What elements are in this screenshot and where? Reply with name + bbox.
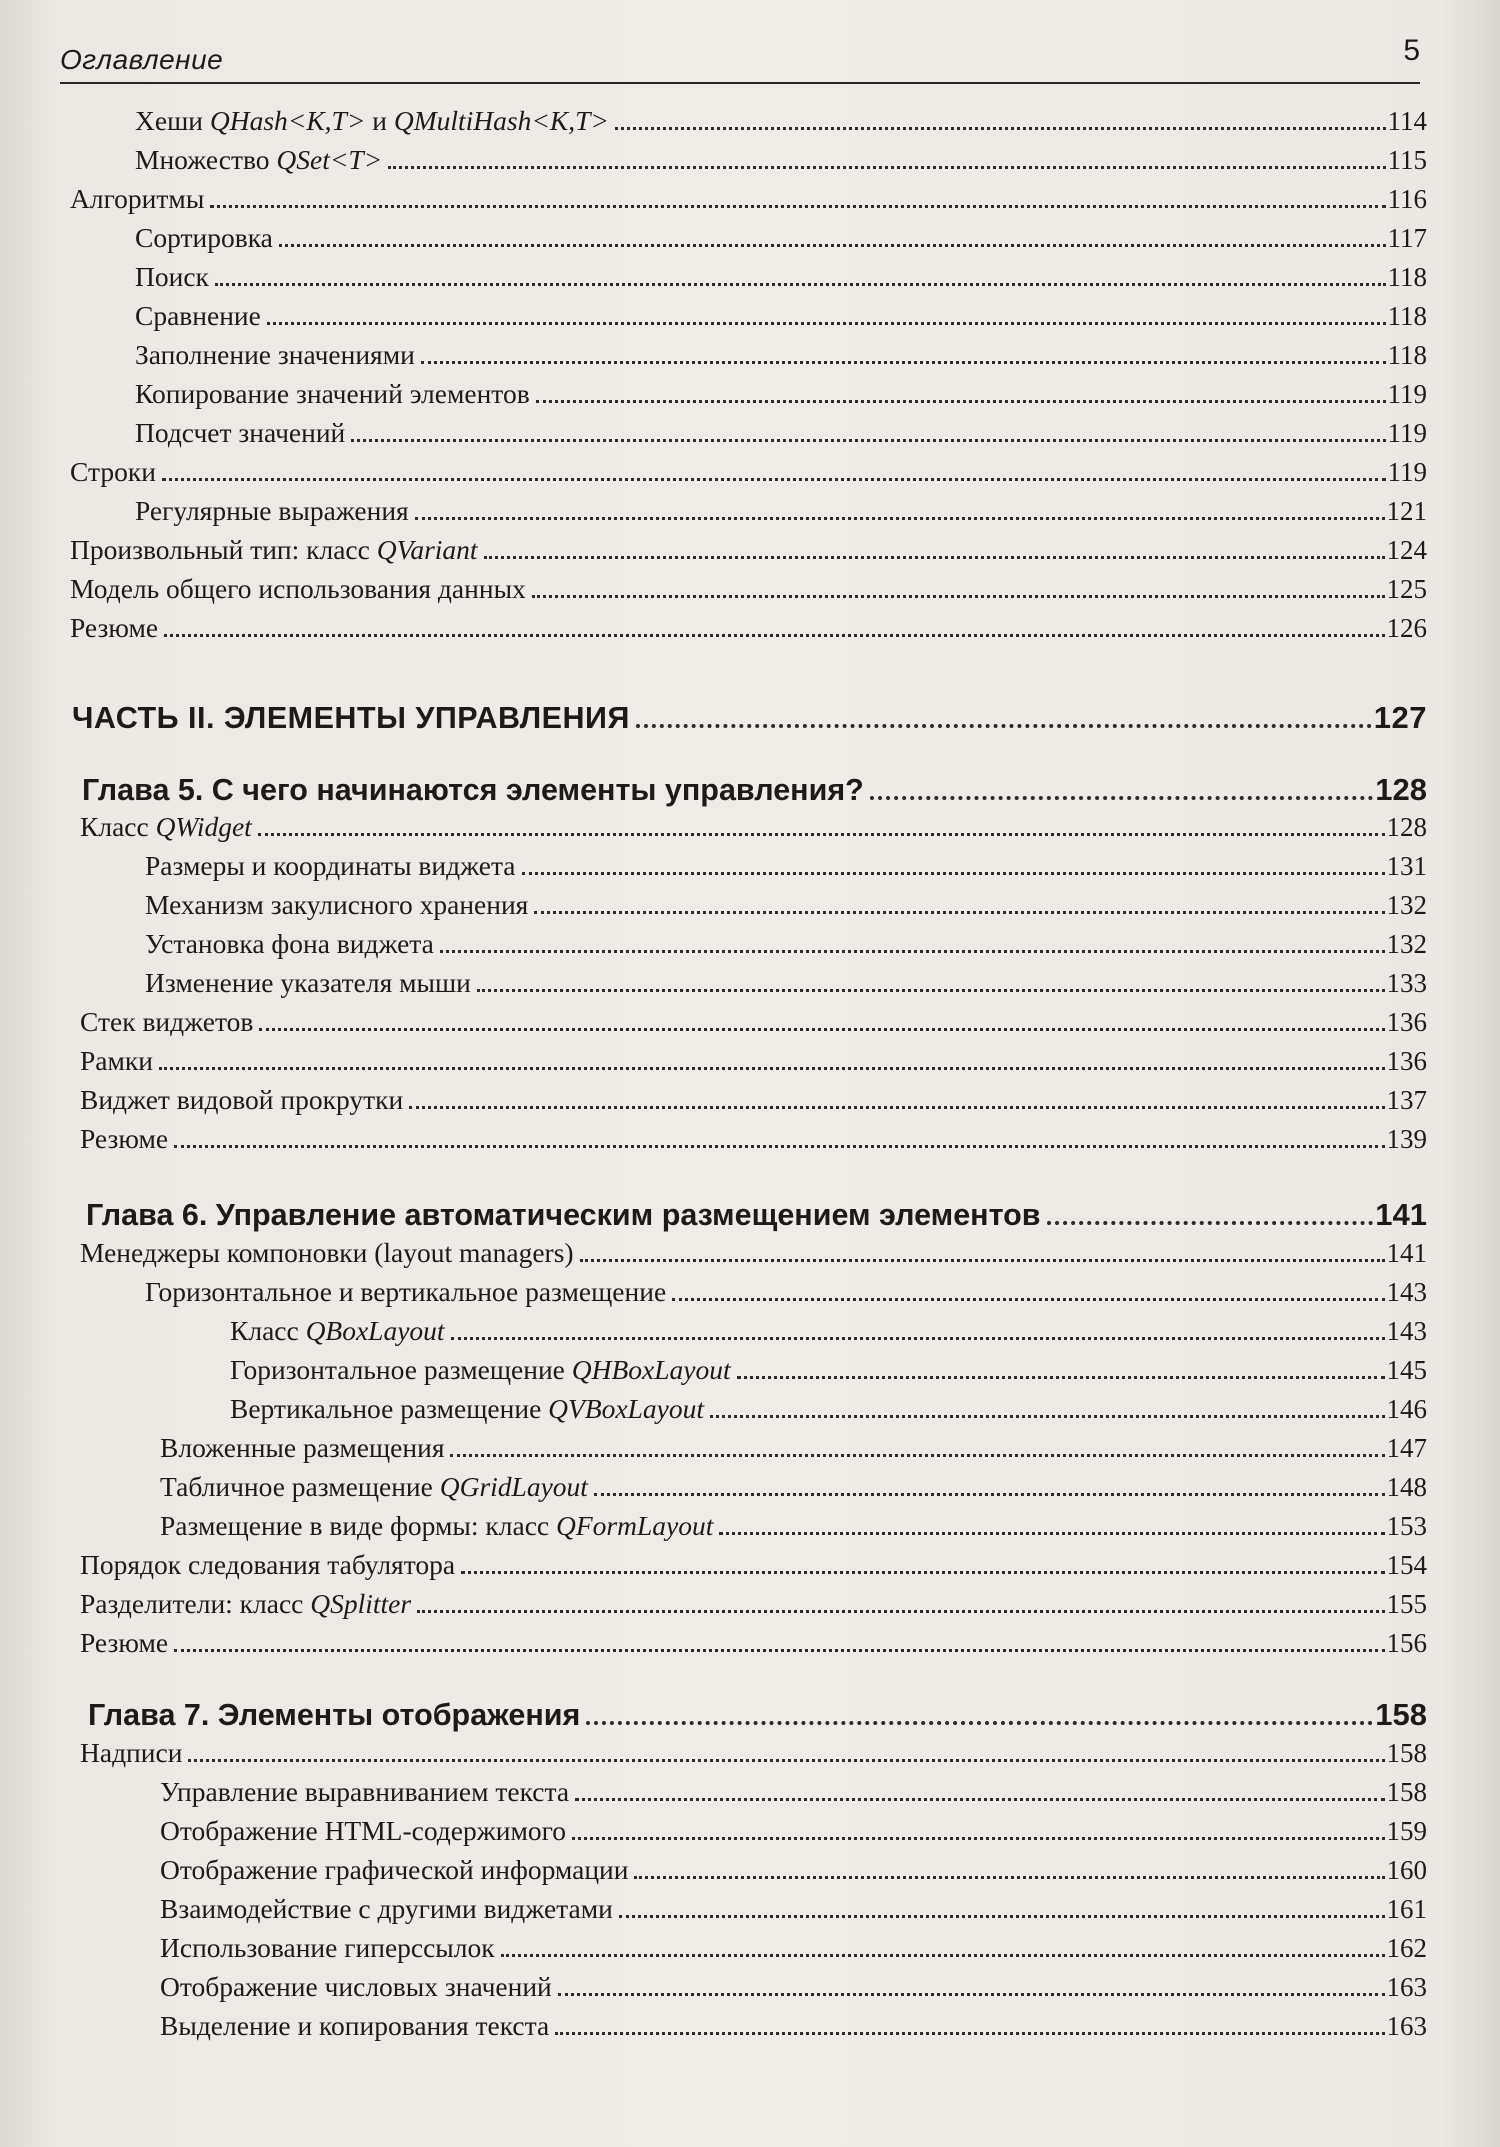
dot-leader <box>870 796 1373 800</box>
toc-page-number: 158 <box>1386 1777 1427 1807</box>
toc-entry <box>160 1772 1427 1812</box>
toc-entry-title: Менеджеры компоновки (layout managers) <box>80 1237 574 1268</box>
dot-leader <box>215 283 1386 286</box>
toc-entry-title: Вложенные размещения <box>160 1432 445 1463</box>
dot-leader <box>558 1993 1385 1996</box>
dot-leader <box>719 1532 1384 1535</box>
toc-entry-title: Установка фона виджета <box>145 928 434 959</box>
toc-entry <box>135 140 1427 180</box>
toc-page-number: 119 <box>1387 379 1427 409</box>
toc-entry-title: Глава 6. Управление автоматическим размещением элементов <box>86 1198 1041 1232</box>
toc-page-number: 141 <box>1386 1238 1427 1268</box>
toc-entry <box>80 1733 1427 1773</box>
dot-leader <box>174 1649 1384 1652</box>
toc-entry-title: Отображение числовых значений <box>160 1971 552 2002</box>
toc-page-number: 137 <box>1386 1085 1427 1115</box>
toc-entry <box>160 1889 1427 1929</box>
toc-page-number: 136 <box>1386 1046 1427 1076</box>
dot-leader <box>615 127 1386 130</box>
toc-page-number: 139 <box>1386 1124 1427 1154</box>
toc-page-number: 161 <box>1386 1894 1427 1924</box>
toc-page-number: 117 <box>1387 223 1427 253</box>
toc-page-number: 147 <box>1386 1433 1427 1463</box>
toc-page-number: 125 <box>1386 574 1427 604</box>
toc-entry <box>135 296 1427 336</box>
toc-entry-title: Изменение указателя мыши <box>145 967 471 998</box>
toc-page-number: 143 <box>1386 1277 1427 1307</box>
toc-page-number: 154 <box>1386 1550 1427 1580</box>
toc-entry-title: Резюме <box>80 1123 169 1154</box>
toc-entry <box>230 1350 1427 1390</box>
toc-page-number: 158 <box>1375 1697 1427 1732</box>
toc-entry-title: Глава 5. С чего начинаются элементы управления? <box>82 773 864 807</box>
toc-entry-title: Горизонтальное и вертикальное размещение <box>145 1276 667 1307</box>
toc-entry-title: Взаимодействие с другими виджетами <box>160 1893 613 1924</box>
dot-leader <box>259 1028 1384 1031</box>
toc-entry <box>160 1850 1427 1890</box>
toc-page-number: 128 <box>1375 772 1427 807</box>
toc-page-number: 124 <box>1386 535 1427 565</box>
toc-entry-title: Глава 7. Элементы отображения <box>88 1698 581 1732</box>
toc-entry <box>135 413 1427 453</box>
toc-entry <box>135 257 1427 297</box>
toc-entry <box>160 2006 1427 2046</box>
dot-leader <box>174 1145 1384 1148</box>
toc-entry <box>145 924 1427 964</box>
toc-page-number: 163 <box>1386 2011 1427 2041</box>
toc-entry-title: Заполнение значениями <box>135 339 415 370</box>
toc-entry <box>160 1811 1427 1851</box>
toc-entry <box>145 1272 1427 1312</box>
toc-entry <box>135 101 1427 141</box>
dot-leader <box>162 478 1386 481</box>
toc-entry <box>160 1928 1427 1968</box>
toc-entry-title: Механизм закулисного хранения <box>145 889 529 920</box>
toc-page-number: 118 <box>1387 340 1427 370</box>
toc-entry-title: Множество QSet<T> <box>135 144 383 175</box>
toc-entry-title: Порядок следования табулятора <box>80 1549 456 1580</box>
toc-entry <box>135 218 1427 258</box>
dot-leader <box>580 1259 1385 1262</box>
toc-entry <box>80 1545 1427 1585</box>
toc-page-number: 119 <box>1387 457 1427 487</box>
toc-entry <box>80 1041 1427 1081</box>
dot-leader <box>484 556 1385 559</box>
dot-leader <box>388 166 1385 169</box>
toc-entry-title: Управление выравниванием текста <box>160 1776 570 1807</box>
toc-page-number: 141 <box>1375 1197 1427 1232</box>
toc-entry <box>160 1506 1427 1546</box>
toc-page-number: 116 <box>1387 184 1427 214</box>
toc-entry-title: Надписи <box>80 1737 183 1768</box>
toc-entry <box>160 1428 1427 1468</box>
toc-entry-title: Сортировка <box>135 222 273 253</box>
toc-entry <box>160 1467 1427 1507</box>
toc-page-number: 121 <box>1386 496 1427 526</box>
toc-entry <box>145 963 1427 1003</box>
toc-entry-title: Горизонтальное размещение QHBoxLayout <box>230 1354 731 1385</box>
toc-entry <box>80 807 1427 847</box>
toc-entry <box>145 885 1427 925</box>
dot-leader <box>279 244 1386 247</box>
toc-entry <box>70 179 1427 219</box>
dot-leader <box>586 1721 1373 1725</box>
toc-page-number: 133 <box>1386 968 1427 998</box>
toc-page-number: 119 <box>1387 418 1427 448</box>
dot-leader <box>267 322 1386 325</box>
toc-page-number: 127 <box>1373 700 1427 735</box>
toc-entry-title: Хеши QHash<K,T> и QMultiHash<K,T> <box>135 105 609 136</box>
toc-page-number: 145 <box>1386 1355 1427 1385</box>
dot-leader <box>572 1837 1385 1840</box>
toc-entry-title: Регулярные выражения <box>135 495 409 526</box>
dot-leader <box>555 2032 1384 2035</box>
toc-entry-title: Отображение HTML-содержимого <box>160 1815 566 1846</box>
toc-entry <box>230 1311 1427 1351</box>
toc-entry-title: ЧАСТЬ II. ЭЛЕМЕНТЫ УПРАВЛЕНИЯ <box>72 701 630 735</box>
toc-entry-title: Копирование значений элементов <box>135 378 530 409</box>
toc-entry-title: Класс QBoxLayout <box>230 1315 445 1346</box>
dot-leader <box>451 1337 1385 1340</box>
toc-entry-title: Резюме <box>70 612 159 643</box>
toc-entry <box>135 335 1427 375</box>
toc-entry-title: Подсчет значений <box>135 417 346 448</box>
toc-entry <box>80 1080 1427 1120</box>
dot-leader <box>532 595 1385 598</box>
dot-leader <box>461 1571 1384 1574</box>
toc-entry-title: Виджет видовой прокрутки <box>80 1084 404 1115</box>
toc-entry <box>145 846 1427 886</box>
toc-entry-title: Сравнение <box>135 300 261 331</box>
toc-entry-title: Произвольный тип: класс QVariant <box>70 534 478 565</box>
dot-leader <box>258 833 1385 836</box>
toc-entry-title: Размеры и координаты виджета <box>145 850 516 881</box>
toc-page-number: 114 <box>1387 106 1427 136</box>
toc-page-number: 136 <box>1386 1007 1427 1037</box>
toc-entry-title: Стек виджетов <box>80 1006 254 1037</box>
toc-entry <box>135 491 1427 531</box>
dot-leader <box>477 989 1385 992</box>
dot-leader <box>188 1759 1384 1762</box>
toc-page-number: 160 <box>1386 1855 1427 1885</box>
toc-page-number: 132 <box>1386 890 1427 920</box>
dot-leader <box>634 1876 1384 1879</box>
dot-leader <box>522 872 1385 875</box>
toc-part-heading <box>72 698 1427 742</box>
toc-page-number: 132 <box>1386 929 1427 959</box>
toc-entry-title: Строки <box>70 456 156 487</box>
dot-leader <box>1047 1221 1374 1225</box>
toc-entry-title: Класс QWidget <box>80 811 252 842</box>
dot-leader <box>417 1610 1384 1613</box>
toc-entry-title: Размещение в виде формы: класс QFormLayout <box>160 1510 714 1541</box>
toc-entry <box>80 1119 1427 1159</box>
dot-leader <box>159 1067 1385 1070</box>
running-head <box>60 34 1420 86</box>
toc-entry-title: Модель общего использования данных <box>70 573 526 604</box>
toc-entry-title: Разделители: класс QSplitter <box>80 1588 412 1619</box>
toc-page-number: 148 <box>1386 1472 1427 1502</box>
toc-entry <box>80 1233 1427 1273</box>
dot-leader <box>536 400 1386 403</box>
toc-page-number: 118 <box>1387 262 1427 292</box>
dot-leader <box>450 1454 1384 1457</box>
toc-page-number: 162 <box>1386 1933 1427 1963</box>
dot-leader <box>672 1298 1384 1301</box>
dot-leader <box>575 1798 1384 1801</box>
toc-page-number: 156 <box>1386 1628 1427 1658</box>
toc-entry-title: Поиск <box>135 261 209 292</box>
toc-page-number: 163 <box>1386 1972 1427 2002</box>
dot-leader <box>737 1376 1385 1379</box>
dot-leader <box>351 439 1385 442</box>
toc-page-number: 153 <box>1386 1511 1427 1541</box>
toc-entry-title: Алгоритмы <box>70 183 205 214</box>
toc-entry <box>80 1002 1427 1042</box>
toc-page-number: 158 <box>1386 1738 1427 1768</box>
toc-entry-title: Рамки <box>80 1045 153 1076</box>
toc-entry <box>80 1623 1427 1663</box>
dot-leader <box>636 724 1372 728</box>
dot-leader <box>164 634 1384 637</box>
dot-leader <box>440 950 1385 953</box>
dot-leader <box>210 205 1385 208</box>
toc-entry <box>70 608 1427 648</box>
toc-page-number: 118 <box>1387 301 1427 331</box>
toc-entry <box>135 374 1427 414</box>
dot-leader <box>619 1915 1385 1918</box>
toc-entry-title: Выделение и копирования текста <box>160 2010 550 2041</box>
toc-entry-title: Резюме <box>80 1627 169 1658</box>
dot-leader <box>421 361 1386 364</box>
dot-leader <box>710 1415 1385 1418</box>
dot-leader <box>415 517 1385 520</box>
dot-leader <box>409 1106 1384 1109</box>
dot-leader <box>501 1954 1385 1957</box>
toc-page-number: 128 <box>1386 812 1427 842</box>
header-rule <box>60 82 1420 84</box>
toc-entry <box>230 1389 1427 1429</box>
toc-page-number: 146 <box>1386 1394 1427 1424</box>
toc-entry-title: Отображение графической информации <box>160 1854 629 1885</box>
toc-entry-title: Вертикальное размещение QVBoxLayout <box>230 1393 704 1424</box>
toc-entry <box>70 452 1427 492</box>
page-number: 5 <box>1403 34 1420 67</box>
toc-page-number: 126 <box>1386 613 1427 643</box>
toc-entry <box>70 530 1427 570</box>
toc-entry-title: Табличное размещение QGridLayout <box>160 1471 588 1502</box>
toc-entry-title: Использование гиперссылок <box>160 1932 495 1963</box>
toc-page-number: 159 <box>1386 1816 1427 1846</box>
toc-entry <box>70 569 1427 609</box>
dot-leader <box>534 911 1384 914</box>
toc-page-number: 115 <box>1387 145 1427 175</box>
toc-page-number: 155 <box>1386 1589 1427 1619</box>
dot-leader <box>594 1493 1385 1496</box>
toc-page-number: 131 <box>1386 851 1427 881</box>
toc-entry <box>80 1584 1427 1624</box>
running-title: Оглавление <box>60 44 224 75</box>
toc-page-number: 143 <box>1386 1316 1427 1346</box>
toc-entry <box>160 1967 1427 2007</box>
